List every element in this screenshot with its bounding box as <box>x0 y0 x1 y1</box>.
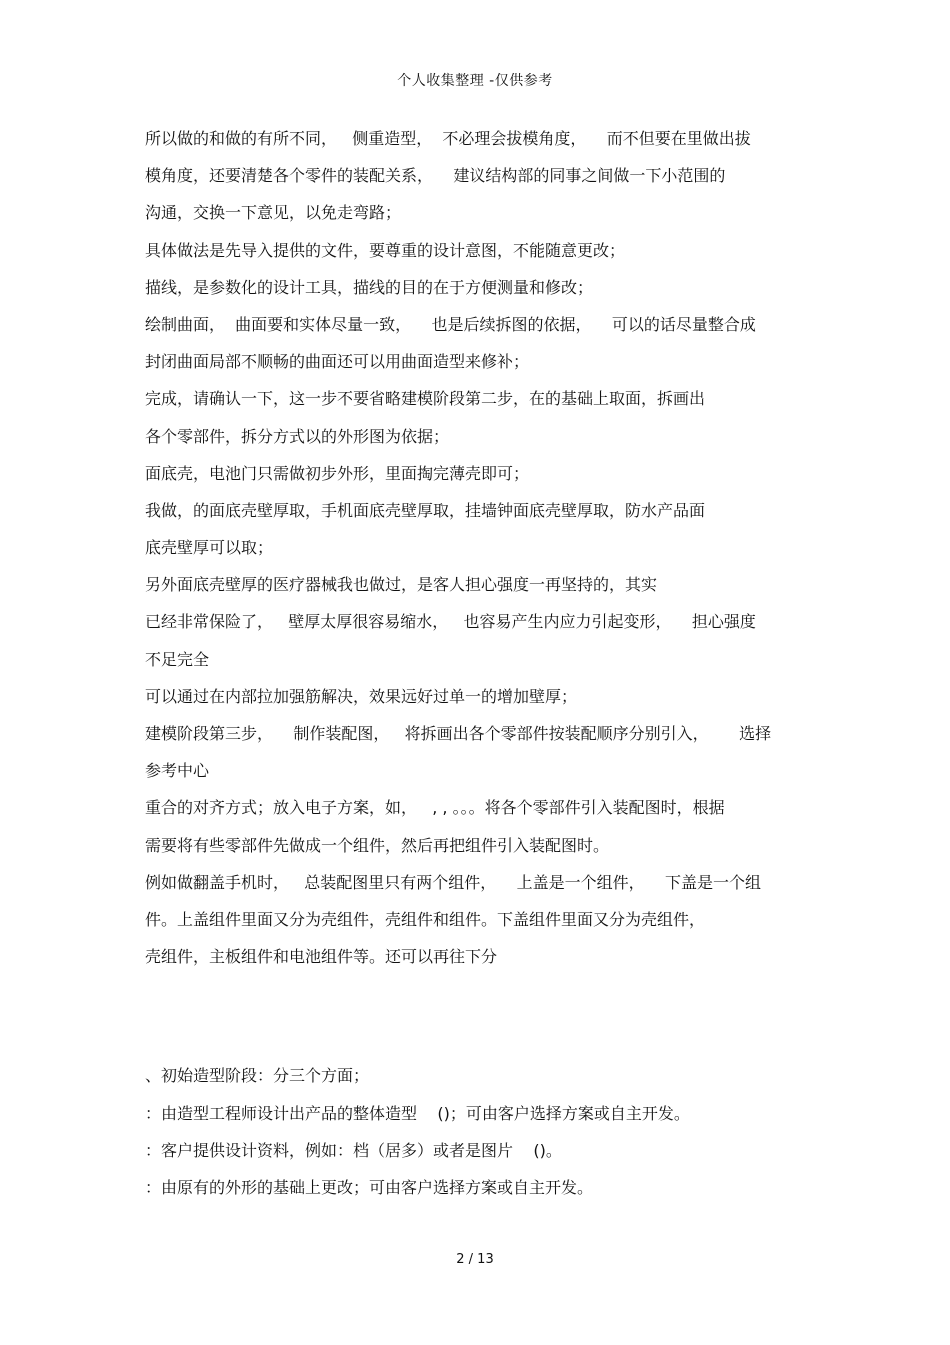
list-item: ：客户提供设计资料，例如：档（居多）或者是图片 ()。 <box>145 1140 562 1160</box>
text-line: 完成，请确认一下，这一步不要省略建模阶段第二步，在的基础上取面，拆画出 <box>145 389 706 409</box>
text-line: 需要将有些零部件先做成一个组件，然后再把组件引入装配图时。 <box>145 835 610 855</box>
text-line: 参考中心 <box>145 761 210 781</box>
text-line: 各个零部件，拆分方式以的外形图为依据； <box>145 426 450 446</box>
text-line: 沟通，交换一下意见，以免走弯路； <box>145 203 402 223</box>
page-number: 2 / 13 <box>456 1252 494 1267</box>
text-line: 例如做翻盖手机时， 总装配图里只有两个组件， 上盖是一个组件， 下盖是一个组 <box>145 872 761 892</box>
text-line: 绘制曲面， 曲面要和实体尽量一致， 也是后续拆图的依据， 可以的话尽量整合成 <box>145 314 756 334</box>
section-heading: 、初始造型阶段：分三个方面； <box>145 1066 370 1086</box>
text-line: 具体做法是先导入提供的文件，要尊重的设计意图，不能随意更改； <box>145 240 626 260</box>
text-line: 我做，的面底壳壁厚取，手机面底壳壁厚取，挂墙钟面底壳壁厚取，防水产品面 <box>145 500 706 520</box>
document-body <box>145 120 810 1206</box>
text-line: 底壳壁厚可以取； <box>145 538 274 558</box>
text-line: 重合的对齐方式；放入电子方案，如， , , 。。。将各个零部件引入装配图时，根据 <box>145 798 725 818</box>
text-line: 另外面底壳壁厚的医疗器械我也做过，是客人担心强度一再坚持的，其实 <box>145 575 658 595</box>
text-line: 不足完全 <box>145 649 210 669</box>
section-gap <box>145 975 810 1057</box>
text-line: 可以通过在内部拉加强筋解决，效果远好过单一的增加壁厚； <box>145 686 578 706</box>
text-line: 所以做的和做的有所不同， 侧重造型， 不必理会拔模角度， 而不但要在里做出拔 <box>145 129 751 148</box>
list-item: ：由造型工程师设计出产品的整体造型 ()；可由客户选择方案或自主开发。 <box>145 1103 690 1123</box>
text-line: 封闭曲面局部不顺畅的曲面还可以用曲面造型来修补； <box>145 352 530 372</box>
text-line: 件。上盖组件里面又分为壳组件，壳组件和组件。下盖组件里面又分为壳组件， <box>145 909 706 929</box>
text-line: 描线，是参数化的设计工具，描线的目的在于方便测量和修改； <box>145 277 594 297</box>
text-line: 建模阶段第三步， 制作装配图， 将拆画出各个零部件按装配顺序分别引入， 选择 <box>145 724 772 743</box>
text-line: 壳组件，主板组件和电池组件等。还可以再往下分 <box>145 947 498 967</box>
text-line: 已经非常保险了， 壁厚太厚很容易缩水， 也容易产生内应力引起变形， 担心强度 <box>145 612 756 632</box>
list-item: ：由原有的外形的基础上更改；可由客户选择方案或自主开发。 <box>145 1177 594 1197</box>
text-line: 模角度，还要清楚各个零件的装配关系， 建议结构部的同事之间做一下小范围的 <box>145 166 726 186</box>
text-line: 面底壳，电池门只需做初步外形，里面掏完薄壳即可； <box>145 463 530 483</box>
page-header: 个人收集整理 -仅供参考 <box>397 73 553 89</box>
